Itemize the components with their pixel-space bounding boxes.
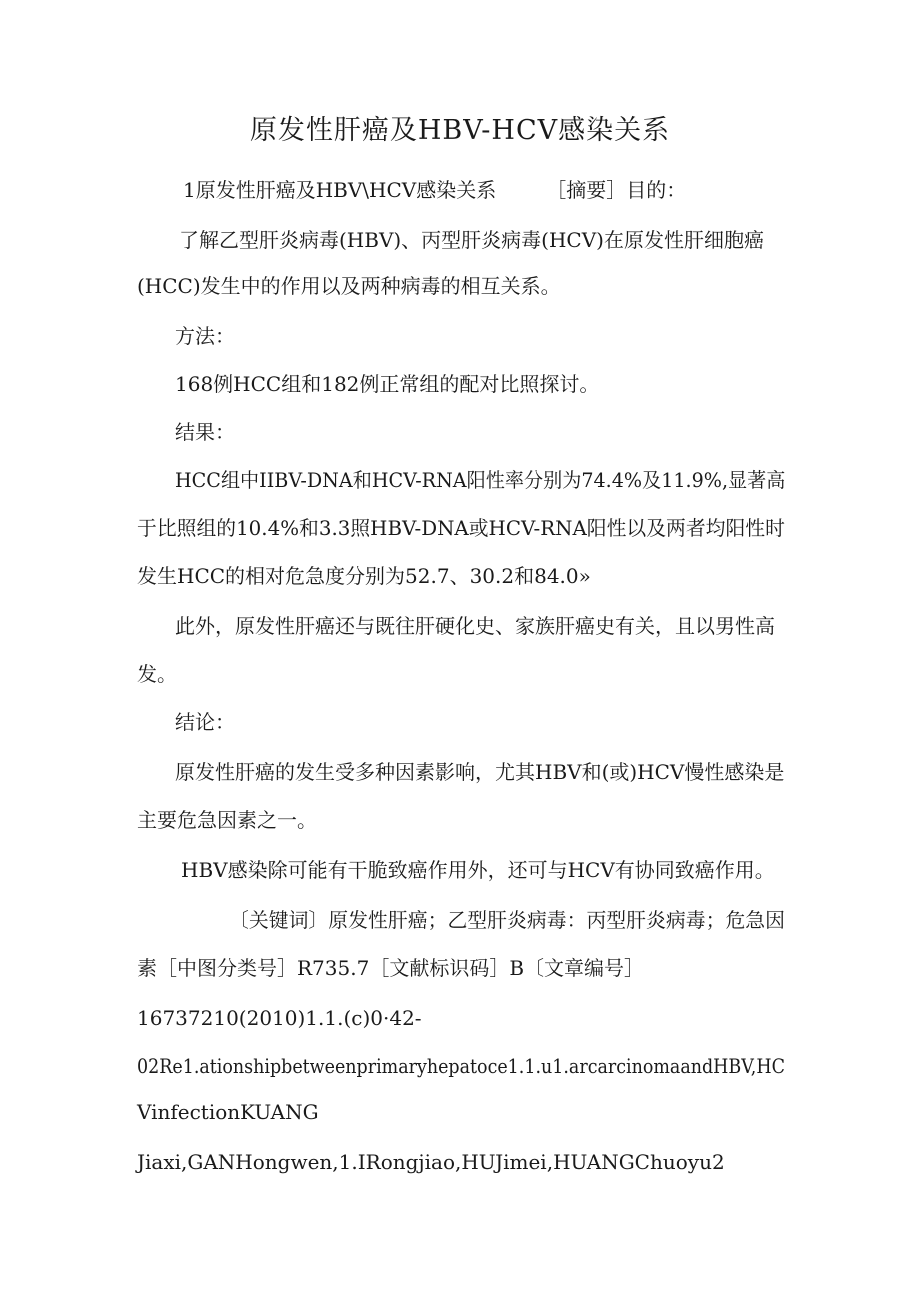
conclusion-text-line-2: 主要危急因素之一。: [137, 808, 317, 832]
results-text-line-1: HCC组中IIBV-DNA和HCV-RNA阳性率分别为74.4%及11.9%,显著高: [175, 468, 786, 492]
methods-text: 168例HCC组和182例正常组的配对比照探讨。: [175, 372, 600, 396]
english-title-line-1: 02Re1.ationshipbetweenprimaryhepatoce1.1.u1.arcarcinomaandHBV,HC: [137, 1054, 785, 1078]
results-text-line-3: 发生HCC的相对危急度分别为52.7、30.2和84.0»: [137, 564, 591, 588]
article-number-line: 16737210(2010)1.1.(c)0·42-: [137, 1006, 422, 1030]
english-title-line-2: VinfectionKUANG: [137, 1100, 319, 1124]
conclusion-text-line-1: 原发性肝癌的发生受多种因素影响，尤其HBV和(或)HCV慢性感染是: [175, 760, 785, 784]
results-text-line-2: 于比照组的10.4%和3.3照HBV-DNA或HCV-RNA阳性以及两者均阳性时: [137, 516, 785, 540]
results-heading: 结果：: [175, 420, 235, 444]
abstract-objective-line-1: 了解乙型肝炎病毒(HBV)、丙型肝炎病毒(HCV)在原发性肝细胞癌: [179, 228, 764, 252]
results-extra-line-1: 此外，原发性肝癌还与既往肝硬化史、家族肝癌史有关，且以男性高: [175, 614, 775, 638]
keywords-line-1: 〔关键词〕原发性肝癌；乙型肝炎病毒：丙型肝炎病毒；危急因: [229, 908, 786, 932]
methods-heading: 方法：: [175, 324, 235, 348]
abstract-intro-line: 1原发性肝癌及HBV\HCV感染关系 ［摘要］目的：: [183, 178, 687, 202]
document-title: 原发性肝癌及HBV-HCV感染关系: [249, 115, 671, 146]
conclusion-heading: 结论：: [175, 710, 235, 734]
conclusion-text-line-3: HBV感染除可能有干脆致癌作用外，还可与HCV有协同致癌作用。: [181, 858, 775, 882]
keywords-line-2: 素［中图分类号］R735.7［文献标识码］B〔文章编号］: [137, 956, 645, 980]
results-extra-line-2: 发。: [137, 662, 177, 686]
abstract-objective-line-2: (HCC)发生中的作用以及两种病毒的相互关系。: [137, 274, 561, 298]
english-authors-line: Jiaxi,GANHongwen,1.IRongjiao,HUJimei,HUANGChuoyu2: [137, 1150, 725, 1174]
